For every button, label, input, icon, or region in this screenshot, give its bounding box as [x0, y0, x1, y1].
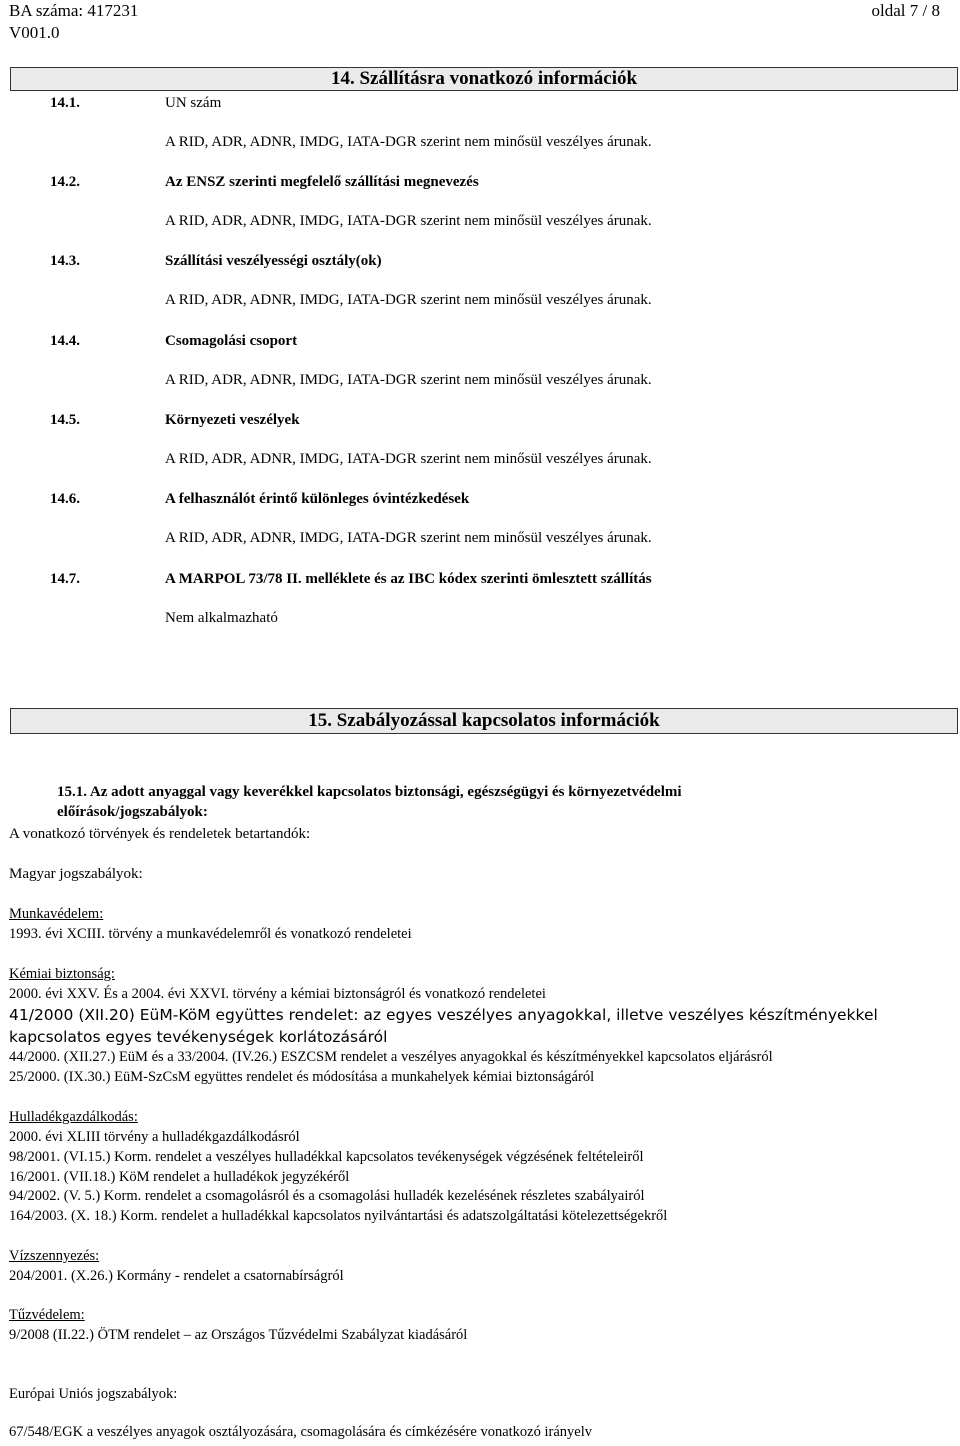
item-14-2-value: A RID, ADR, ADNR, IMDG, IATA-DGR szerint nem minősül veszélyes árunak. [165, 213, 652, 229]
item-14-7-title: A MARPOL 73/78 II. melléklete és az IBC kódex szerinti ömlesztett szállítás [165, 571, 652, 587]
eu-law-line: 67/548/EGK a veszélyes anyagok osztályozására, csomagolására és címkézésére vonatkozó irányelv [9, 1424, 592, 1440]
section-14-title: 14. Szállításra vonatkozó információk [330, 68, 638, 89]
hungarian-laws-heading: Magyar jogszabályok: [9, 866, 143, 882]
item-14-1-number: 14.1. [50, 95, 80, 111]
item-14-6-title: A felhasználót érintő különleges óvintézkedések [165, 491, 470, 507]
item-14-5-value: A RID, ADR, ADNR, IMDG, IATA-DGR szerint nem minősül veszélyes árunak. [165, 451, 652, 467]
tuzvedelem-line: 9/2008 (II.22.) ÖTM rendelet – az Országos Tűzvédelmi Szabályzat kiadásáról [9, 1327, 468, 1343]
munkavedelem-heading: Munkavédelem: [9, 906, 104, 922]
item-14-6-number: 14.6. [50, 491, 80, 507]
vizszennyezes-heading: Vízszennyezés: [9, 1248, 100, 1264]
item-14-5-number: 14.5. [50, 412, 80, 428]
item-14-1-value: A RID, ADR, ADNR, IMDG, IATA-DGR szerint nem minősül veszélyes árunak. [165, 134, 652, 150]
item-14-3-number: 14.3. [50, 253, 80, 269]
section-15-band [10, 708, 958, 734]
item-14-7-number: 14.7. [50, 571, 80, 587]
item-14-2-number: 14.2. [50, 174, 80, 190]
item-14-6-value: A RID, ADR, ADNR, IMDG, IATA-DGR szerint nem minősül veszélyes árunak. [165, 530, 652, 546]
item-14-4-title: Csomagolási csoport [165, 333, 298, 349]
eu-laws-heading: Európai Uniós jogszabályok: [9, 1386, 178, 1402]
kemiai-heading: Kémiai biztonság: [9, 966, 115, 982]
item-14-4-value: A RID, ADR, ADNR, IMDG, IATA-DGR szerint nem minősül veszélyes árunak. [165, 372, 652, 388]
item-14-7-value: Nem alkalmazható [165, 610, 278, 626]
document-version: V001.0 [9, 23, 60, 42]
item-14-2-title: Az ENSZ szerinti megfelelő szállítási megnevezés [165, 174, 479, 190]
item-14-3-value: A RID, ADR, ADNR, IMDG, IATA-DGR szerint nem minősül veszélyes árunak. [165, 292, 652, 308]
kemiai-line-3: 44/2000. (XII.27.) EüM és a 33/2004. (IV.26.) ESZCSM rendelet a veszélyes anyagokkal és készítményekkel kapcsolatos eljárásról [9, 1049, 773, 1065]
section-14-band [10, 67, 958, 91]
intro-text: A vonatkozó törvények és rendeletek betartandók: [9, 826, 311, 842]
hulladek-heading: Hulladékgazdálkodás: [9, 1109, 138, 1125]
kemiai-line-2a: 41/2000 (XII.20) EüM-KöM együttes rendelet: az egyes veszélyes anyagokkal, illetve veszélyes készítményekkel [9, 1006, 878, 1024]
item-14-1-title: UN szám [165, 95, 222, 111]
section-15-title: 15. Szabályozással kapcsolatos információk [308, 710, 660, 731]
subsection-15-1-heading-line1: 15.1. Az adott anyaggal vagy keverékkel kapcsolatos biztonsági, egészségügyi és környezetvédelmi [57, 784, 682, 800]
hulladek-line-2: 98/2001. (VI.15.) Korm. rendelet a veszélyes hulladékkal kapcsolatos tevékenységek végzésének feltételeiről [9, 1149, 644, 1165]
item-14-4-number: 14.4. [50, 333, 80, 349]
kemiai-line-2b: kapcsolatos egyes tevékenységek korlátozásáról [9, 1028, 388, 1046]
item-14-3-title: Szállítási veszélyességi osztály(ok) [165, 253, 382, 269]
hulladek-line-4: 94/2002. (V. 5.) Korm. rendelet a csomagolásról és a csomagolási hulladék kezelésének részletes szabályairól [9, 1188, 645, 1204]
hulladek-line-1: 2000. évi XLIII törvény a hulladékgazdálkodásról [9, 1129, 300, 1145]
item-14-5-title: Környezeti veszélyek [165, 412, 300, 428]
page-indicator: oldal 7 / 8 [871, 1, 940, 20]
kemiai-line-4: 25/2000. (IX.30.) EüM-SzCsM együttes rendelet és módosítása a munkahelyek kémiai biztonságáról [9, 1069, 595, 1085]
hulladek-line-5: 164/2003. (X. 18.) Korm. rendelet a hulladékkal kapcsolatos nyilvántartási és adatszolgáltatási kötelezettségekről [9, 1208, 668, 1224]
kemiai-line-1: 2000. évi XXV. És a 2004. évi XXVI. törvény a kémiai biztonságról és vonatkozó rendeletei [9, 986, 546, 1002]
tuzvedelem-heading: Tűzvédelem: [9, 1307, 85, 1323]
vizszennyezes-line: 204/2001. (X.26.) Kormány - rendelet a csatornabírságról [9, 1268, 344, 1284]
hulladek-line-3: 16/2001. (VII.18.) KöM rendelet a hulladékok jegyzékéről [9, 1169, 350, 1185]
subsection-15-1-heading-line2: előírások/jogszabályok: [57, 804, 208, 820]
munkavedelem-line: 1993. évi XCIII. törvény a munkavédelemről és vonatkozó rendeletei [9, 926, 412, 942]
document-number: BA száma: 417231 [9, 1, 139, 20]
